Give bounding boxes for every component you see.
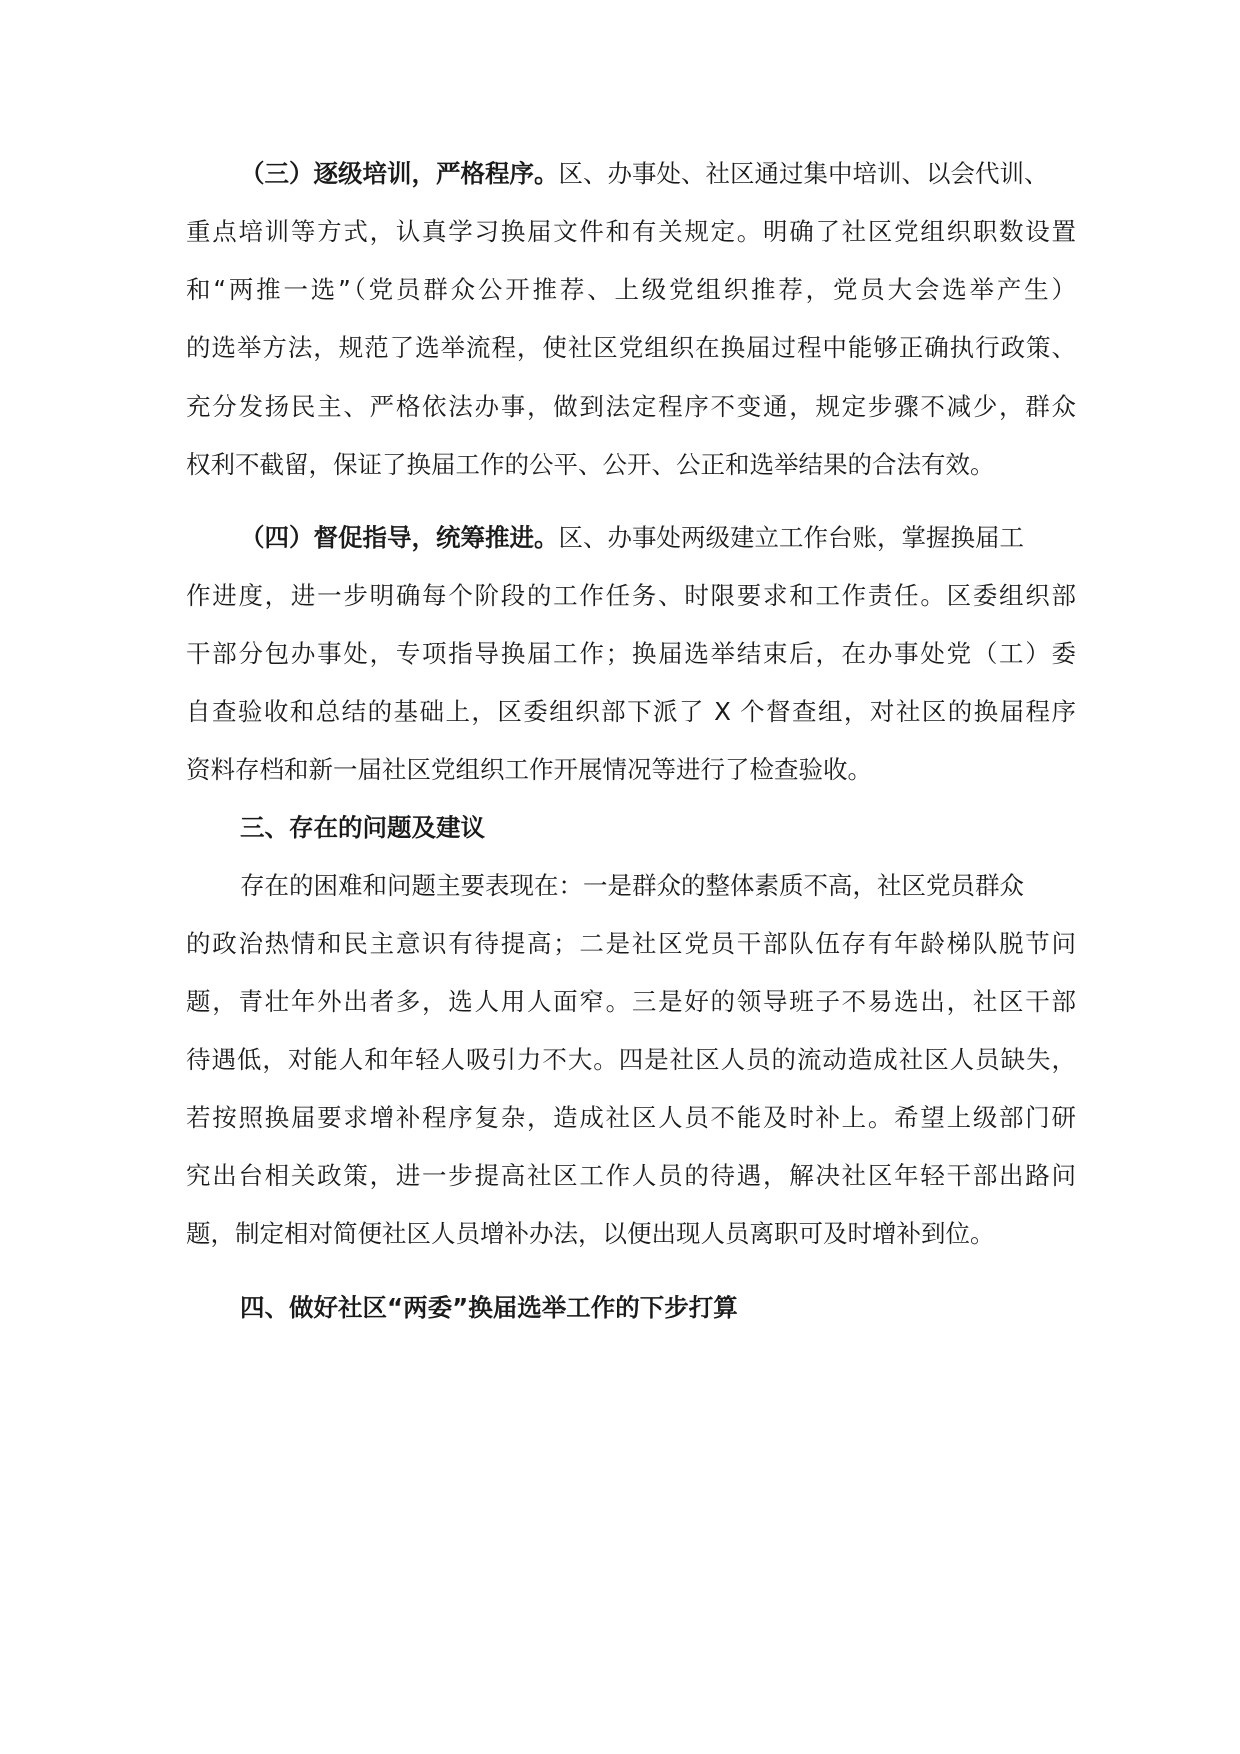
paragraph-line: 自查验收和总结的基础上，区委组织部下派了 X 个督查组，对社区的换届程序 xyxy=(186,697,1076,726)
paragraph-line: 权利不截留，保证了换届工作的公平、公开、公正和选举结果的合法有效。 xyxy=(186,450,995,479)
paragraph-line: 题，制定相对简便社区人员增补办法，以便出现人员离职可及时增补到位。 xyxy=(186,1219,995,1248)
part-heading-4: 四、做好社区“两委”换届选举工作的下步打算 xyxy=(240,1293,738,1322)
paragraph-line: 充分发扬民主、严格依法办事，做到法定程序不变通，规定步骤不减少，群众 xyxy=(186,392,1076,421)
paragraph-line: 题，青壮年外出者多，选人用人面窄。三是好的领导班子不易选出，社区干部 xyxy=(186,987,1076,1016)
paragraph-line: 待遇低，对能人和年轻人吸引力不大。四是社区人员的流动造成社区人员缺失， xyxy=(186,1045,1076,1074)
section-heading-4: （四）督促指导，统筹推进。 xyxy=(240,523,559,552)
paragraph-line xyxy=(240,518,1024,558)
paragraph-line: 干部分包办事处，专项指导换届工作；换届选举结束后，在办事处党（工）委 xyxy=(186,639,1076,668)
paragraph-line: 资料存档和新一届社区党组织工作开展情况等进行了检查验收。 xyxy=(186,755,872,784)
paragraph-line: 重点培训等方式，认真学习换届文件和有关规定。明确了社区党组织职数设置 xyxy=(186,217,1076,246)
section-text: 区、办事处、社区通过集中培训、以会代训、 xyxy=(558,159,1049,188)
paragraph-line: 若按照换届要求增补程序复杂，造成社区人员不能及时补上。希望上级部门研 xyxy=(186,1103,1076,1132)
part-heading-3: 三、存在的问题及建议 xyxy=(240,813,485,842)
paragraph-line: 和“两推一选”（党员群众公开推荐、上级党组织推荐，党员大会选举产生） xyxy=(186,275,1076,304)
paragraph-line: 究出台相关政策，进一步提高社区工作人员的待遇，解决社区年轻干部出路问 xyxy=(186,1161,1076,1190)
section-text: 区、办事处两级建立工作台账，掌握换届工 xyxy=(558,523,1024,552)
paragraph-line: 存在的困难和问题主要表现在：一是群众的整体素质不高，社区党员群众 xyxy=(240,871,1024,900)
paragraph-line: 作进度，进一步明确每个阶段的工作任务、时限要求和工作责任。区委组织部 xyxy=(186,581,1076,610)
section-heading-3: （三）逐级培训，严格程序。 xyxy=(240,159,559,188)
paragraph-line: 的政治热情和民主意识有待提高；二是社区党员干部队伍存有年龄梯队脱节问 xyxy=(186,929,1076,958)
paragraph-line xyxy=(240,154,1049,194)
paragraph-line: 的选举方法，规范了选举流程，使社区党组织在换届过程中能够正确执行政策、 xyxy=(186,333,1076,362)
